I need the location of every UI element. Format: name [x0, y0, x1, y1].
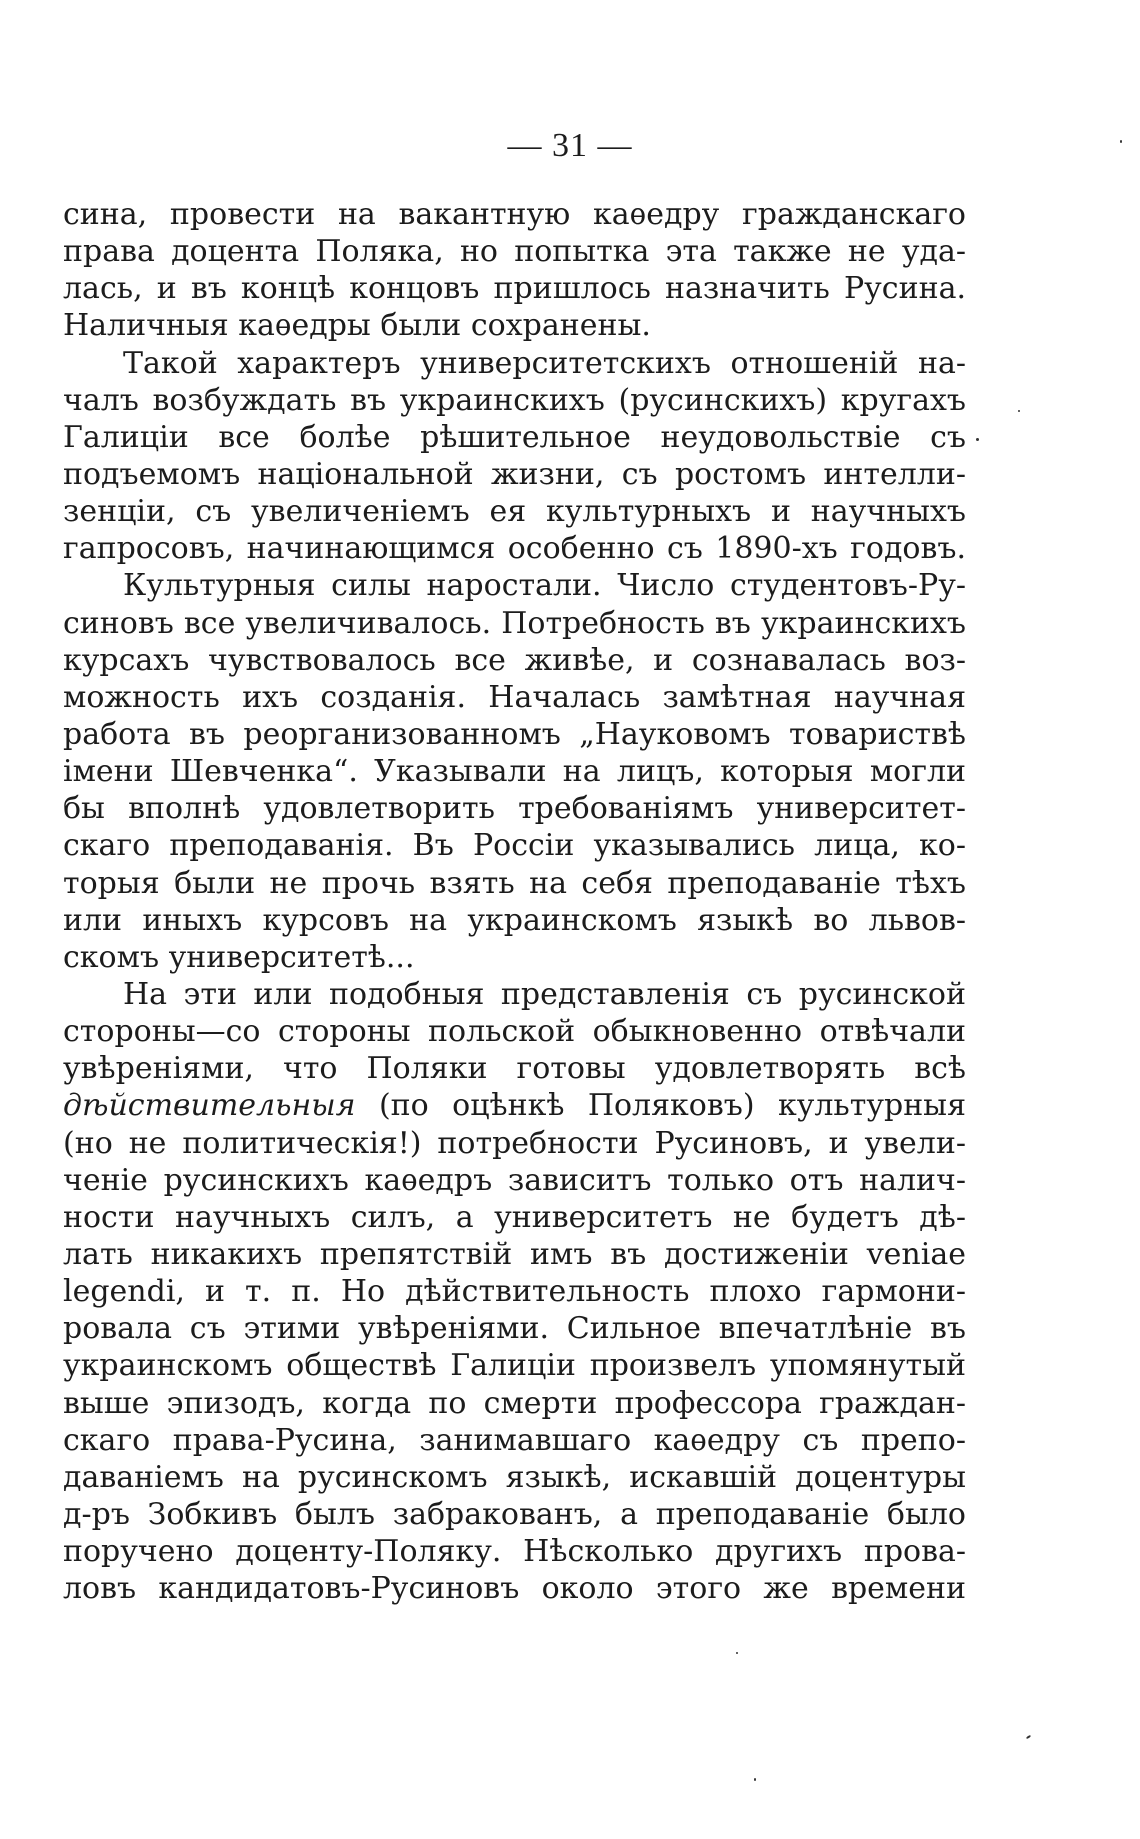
- scan-speck: [1120, 140, 1122, 143]
- text-line: д-ръ Зобкивъ былъ забракованъ, а преподаваніе было: [63, 1496, 966, 1532]
- text-line: Галиціи все болѣе рѣшительное неудовольствіе съ: [63, 419, 966, 455]
- text-line: поручено доценту-Поляку. Нѣсколько другихъ прова-: [63, 1534, 966, 1570]
- text-line: курсахъ чувствовалось все живѣе, и сознавалась воз-: [63, 642, 966, 678]
- text-line: ровала съ этими увѣреніями. Сильное впечатлѣніе въ: [63, 1311, 966, 1347]
- text-line: гапросовъ, начинающимся особенно съ 1890-хъ годовъ.: [63, 531, 966, 567]
- text-line: даваніемъ на русинскомъ языкѣ, искавшій доцентуры: [63, 1459, 966, 1495]
- text-line: подъемомъ національной жизни, съ ростомъ интелли-: [63, 456, 966, 492]
- scan-speck: [1026, 1735, 1031, 1740]
- text-line: стороны—со стороны польской обыкновенно отвѣчали: [63, 1014, 966, 1050]
- text-line: лась, и въ концѣ концовъ пришлось назначить Русина.: [63, 271, 966, 307]
- scan-speck: [976, 438, 979, 441]
- text-line: торыя были не прочь взять на себя преподаваніе тѣхъ: [63, 865, 966, 901]
- text-line: ности научныхъ силъ, а университетъ не будетъ дѣ-: [63, 1199, 966, 1235]
- text-line: чалъ возбуждать въ украинскихъ (русинскихъ) кругахъ: [63, 382, 966, 418]
- text-line: legendi, и т. п. Но дѣйствительность плохо гармони-: [63, 1274, 966, 1310]
- text-line: Культурныя силы наростали. Число студентовъ-Ру-: [123, 568, 966, 604]
- text-line: зенціи, съ увеличеніемъ ея культурныхъ и научныхъ: [63, 494, 966, 530]
- text-fragment: (по оцѣнкѣ Поляковъ) культурныя: [355, 1088, 966, 1124]
- text-line: синовъ все увеличивалось. Потребность въ украинскихъ: [63, 605, 966, 641]
- text-body: [63, 196, 966, 1607]
- text-line: імени Шевченка“. Указывали на лицъ, которыя могли: [63, 754, 966, 790]
- text-line: украинскомъ обществѣ Галиціи произвелъ упомянутый: [63, 1348, 966, 1384]
- text-line: можность ихъ созданія. Началась замѣтная научная: [63, 679, 966, 715]
- text-line: права доцента Поляка, но попытка эта также не уда-: [63, 234, 966, 270]
- text-line: ченіе русинскихъ каѳедръ зависитъ только отъ налич-: [63, 1162, 966, 1198]
- text-line-with-italic: [63, 1087, 966, 1124]
- text-line: увѣреніями, что Поляки готовы удовлетворять всѣ: [63, 1051, 966, 1087]
- text-line: скаго права-Русина, занимавшаго каѳедру съ препо-: [63, 1422, 966, 1458]
- text-line: (но не политическія!) потребности Русиновъ, и увели-: [63, 1125, 966, 1161]
- text-line: или иныхъ курсовъ на украинскомъ языкѣ во львов-: [63, 902, 966, 938]
- text-line: скомъ университетѣ...: [63, 939, 415, 975]
- text-line: Наличныя каѳедры были сохранены.: [63, 308, 651, 344]
- text-line: выше эпизодъ, когда по смерти профессора граждан-: [63, 1385, 966, 1421]
- text-line: работа въ реорганизованномъ „Науковомъ товариствѣ: [63, 716, 966, 752]
- text-line: На эти или подобныя представленія съ русинской: [123, 976, 966, 1012]
- text-line: сина, провести на вакантную каѳедру гражданскаго: [63, 197, 966, 232]
- text-line: скаго преподаванія. Въ Россіи указывались лица, ко-: [63, 828, 966, 864]
- italic-phrase: дѣйствительныя: [63, 1088, 356, 1124]
- text-line: лать никакихъ препятствій имъ въ достиженіи veniae: [63, 1236, 966, 1272]
- text-line: бы вполнѣ удовлетворить требованіямъ университет-: [63, 791, 966, 827]
- scan-speck: [736, 1652, 738, 1654]
- scan-speck: [1018, 410, 1020, 412]
- text-line: Такой характеръ университетскихъ отношеній на-: [123, 345, 966, 381]
- scan-speck: [754, 1778, 756, 1781]
- text-line: ловъ кандидатовъ-Русиновъ около этого же времени: [63, 1571, 966, 1607]
- page-number: — 31 —: [507, 127, 633, 164]
